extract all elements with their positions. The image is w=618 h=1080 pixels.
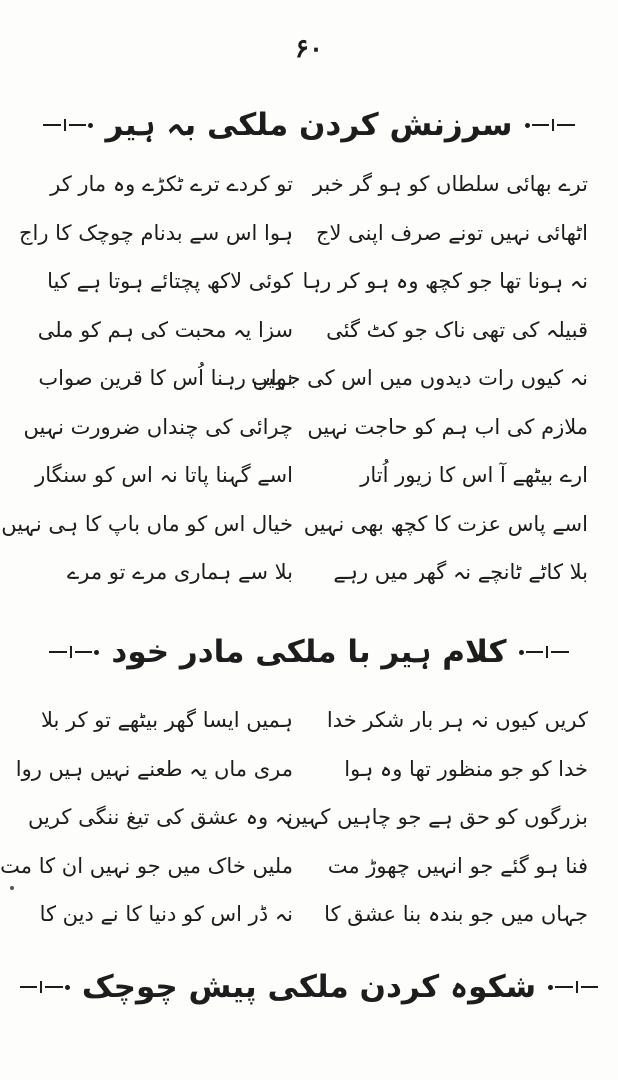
stanza-2: [0, 698, 618, 941]
ornament-right: [546, 981, 598, 993]
stanza-1: [0, 162, 618, 599]
ornament-right: [523, 119, 575, 131]
verse-second-line: اسے گہنا پاتا نہ اس کو سنگار: [35, 463, 293, 487]
verse-first-line: نہ کیوں رات دیدوں میں اس کی جواب: [251, 366, 588, 390]
verse-first-line: ترے بھائی سلطاں کو ہو گر خبر: [312, 172, 588, 196]
verse-first-line: جہاں میں جو بندہ بنا عشق کا: [324, 902, 588, 926]
section-title: سرزنش کردن ملکی بہ ہیر: [105, 107, 513, 143]
verse-first-line: اسے پاس عزت کا کچھ بھی نہیں: [303, 511, 588, 536]
couplet: [0, 795, 618, 844]
ornament-left: [49, 646, 101, 658]
couplet: [0, 356, 618, 405]
print-speck: [10, 886, 14, 890]
verse-second-line: نہ وہ عشق کی تیغ ننگی کریں: [28, 805, 293, 829]
couplet: [0, 308, 618, 357]
verse-first-line: نہ ہونا تھا جو کچھ وہ ہو کر رہا: [302, 269, 588, 293]
verse-second-line: نہ ڈر اس کو دنیا کا نے دین کا: [39, 902, 293, 926]
verse-second-line: ہمیں ایسا گھر بیٹھے تو کر بلا: [40, 708, 293, 732]
couplet: [0, 844, 618, 893]
couplet: [0, 259, 618, 308]
couplet: [0, 747, 618, 796]
couplet: [0, 162, 618, 211]
verse-second-line: سزا یہ محبت کی ہم کو ملی: [37, 317, 293, 342]
section-heading-1: [0, 100, 618, 150]
verse-first-line: ملازم کی اب ہم کو حاجت نہیں: [307, 414, 588, 439]
couplet: [0, 550, 618, 599]
ornament-left: [43, 119, 95, 131]
verse-second-line: بلا سے ہماری مرے تو مرے: [66, 560, 293, 584]
verse-first-line: بلا کاٹے ٹانچے نہ گھر میں رہے: [333, 560, 588, 584]
couplet: [0, 502, 618, 551]
verse-first-line: خدا کو جو منظور تھا وہ ہوا: [344, 756, 588, 781]
couplet: [0, 453, 618, 502]
verse-first-line: اٹھائی نہیں تونے صرف اپنی لاج: [315, 220, 588, 245]
verse-first-line: قبیلہ کی تھی ناک جو کٹ گئی: [326, 317, 588, 342]
verse-first-line: کریں کیوں نہ ہر بار شکر خدا: [326, 708, 588, 732]
section-heading-3: [0, 962, 618, 1012]
section-heading-2: [0, 627, 618, 677]
ornament-left: [20, 981, 72, 993]
verse-second-line: ہوا اس سے بدنام چوچک کا راج: [18, 220, 293, 245]
verse-second-line: چرائی کی چنداں ضرورت نہیں: [23, 414, 293, 439]
verse-first-line: فنا ہو گئے جو انہیں چھوڑ مت: [327, 853, 588, 878]
verse-second-line: مری ماں یہ طعنے نہیں ہیں روا: [15, 756, 293, 781]
couplet: [0, 405, 618, 454]
section-title: شکوہ کردن ملکی پیش چوچک: [81, 969, 537, 1005]
verse-second-line: نہیں رہنا اُس کا قرین صواب: [38, 366, 293, 390]
couplet: [0, 211, 618, 260]
couplet: [0, 892, 618, 941]
verse-second-line: تو کردے ترے ٹکڑے وہ مار کر: [50, 172, 293, 196]
verse-first-line: ارے بیٹھے آ اس کا زیور اُتار: [360, 463, 588, 487]
verse-second-line: کوئی لاکھ پچتائے ہوتا ہے کیا: [47, 269, 293, 293]
couplet: [0, 698, 618, 747]
ornament-right: [517, 646, 569, 658]
page-number: ۶۰: [295, 34, 323, 64]
verse-second-line: ملیں خاک میں جو نہیں ان کا مت: [0, 853, 293, 878]
verse-second-line: خیال اس کو ماں باپ کا ہی نہیں: [1, 511, 293, 536]
section-title: کلام ہیر با ملکی مادر خود: [111, 634, 507, 670]
verse-first-line: بزرگوں کو حق ہے جو چاہیں کہیں: [285, 805, 588, 829]
